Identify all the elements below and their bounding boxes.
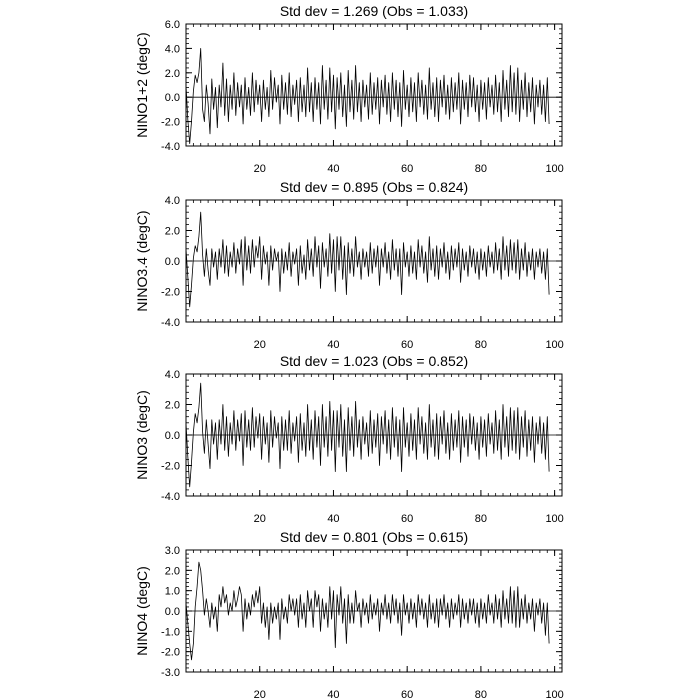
y-axis-label-nino3: NINO3 (degC): [134, 390, 150, 480]
x-tick-label-nino12: 100: [545, 163, 564, 175]
x-tick-label-nino4: 80: [474, 689, 488, 700]
y-tick-label-nino34: -4.0: [161, 317, 180, 329]
panel-nino12: [134, 3, 564, 175]
y-tick-label-nino3: 0.0: [164, 430, 180, 442]
chart-title-nino12: Std dev = 1.269 (Obs = 1.033): [279, 3, 469, 19]
y-tick-label-nino4: -3.0: [161, 667, 180, 679]
chart-title-nino34: Std dev = 0.895 (Obs = 0.824): [279, 179, 469, 195]
series-line-nino12: [186, 48, 549, 143]
y-tick-label-nino3: -4.0: [161, 491, 180, 503]
x-tick-label-nino34: 80: [474, 339, 488, 351]
x-tick-label-nino34: 60: [401, 339, 414, 351]
x-tick-label-nino3: 60: [401, 513, 414, 525]
y-tick-label-nino4: -2.0: [161, 646, 180, 659]
panel-nino4: [134, 529, 564, 700]
y-axis-label-nino12: NINO1+2 (degC): [134, 32, 150, 138]
series-line-nino34: [186, 212, 549, 307]
y-tick-label-nino34: 0.0: [164, 256, 180, 268]
y-tick-label-nino3: -2.0: [161, 460, 180, 473]
panel-nino34: [134, 179, 564, 351]
y-tick-label-nino12: 4.0: [164, 43, 180, 56]
x-tick-label-nino34: 100: [545, 339, 564, 351]
y-tick-label-nino4: 3.0: [164, 545, 180, 557]
y-axis-label-nino4: NINO4 (degC): [134, 566, 150, 656]
x-tick-label-nino3: 80: [474, 513, 488, 525]
y-tick-label-nino34: -2.0: [161, 286, 180, 299]
x-tick-label-nino12: 60: [401, 163, 414, 175]
chart-title-nino3: Std dev = 1.023 (Obs = 0.852): [279, 353, 469, 369]
y-tick-label-nino12: -2.0: [161, 116, 180, 129]
x-tick-label-nino3: 20: [253, 513, 266, 525]
y-tick-label-nino12: -4.0: [161, 141, 180, 153]
y-tick-label-nino4: 1.0: [164, 585, 180, 598]
y-tick-label-nino4: -1.0: [161, 626, 180, 639]
x-tick-label-nino4: 40: [327, 689, 340, 700]
y-tick-label-nino3: 2.0: [164, 399, 180, 412]
y-tick-label-nino4: 2.0: [164, 565, 180, 578]
x-tick-label-nino12: 80: [474, 163, 488, 175]
y-tick-label-nino12: 2.0: [164, 67, 180, 80]
panel-nino3: [134, 353, 564, 525]
y-tick-label-nino12: 6.0: [164, 19, 180, 31]
y-tick-label-nino34: 4.0: [164, 195, 180, 207]
y-tick-label-nino12: 0.0: [164, 92, 180, 105]
x-tick-label-nino34: 20: [253, 339, 266, 351]
x-tick-label-nino12: 40: [327, 163, 340, 175]
y-tick-label-nino3: 4.0: [164, 369, 180, 381]
x-tick-label-nino3: 100: [545, 513, 564, 525]
y-axis-label-nino34: NINO3.4 (degC): [134, 210, 150, 312]
x-tick-label-nino3: 40: [327, 513, 340, 525]
x-tick-label-nino34: 40: [327, 339, 340, 351]
y-tick-label-nino4: 0.0: [164, 606, 180, 618]
x-tick-label-nino12: 20: [253, 163, 266, 175]
x-tick-label-nino4: 20: [253, 689, 266, 700]
x-tick-label-nino4: 60: [401, 689, 414, 700]
x-tick-label-nino4: 100: [545, 689, 564, 700]
y-tick-label-nino34: 2.0: [164, 225, 180, 238]
chart-title-nino4: Std dev = 0.801 (Obs = 0.615): [279, 529, 469, 545]
